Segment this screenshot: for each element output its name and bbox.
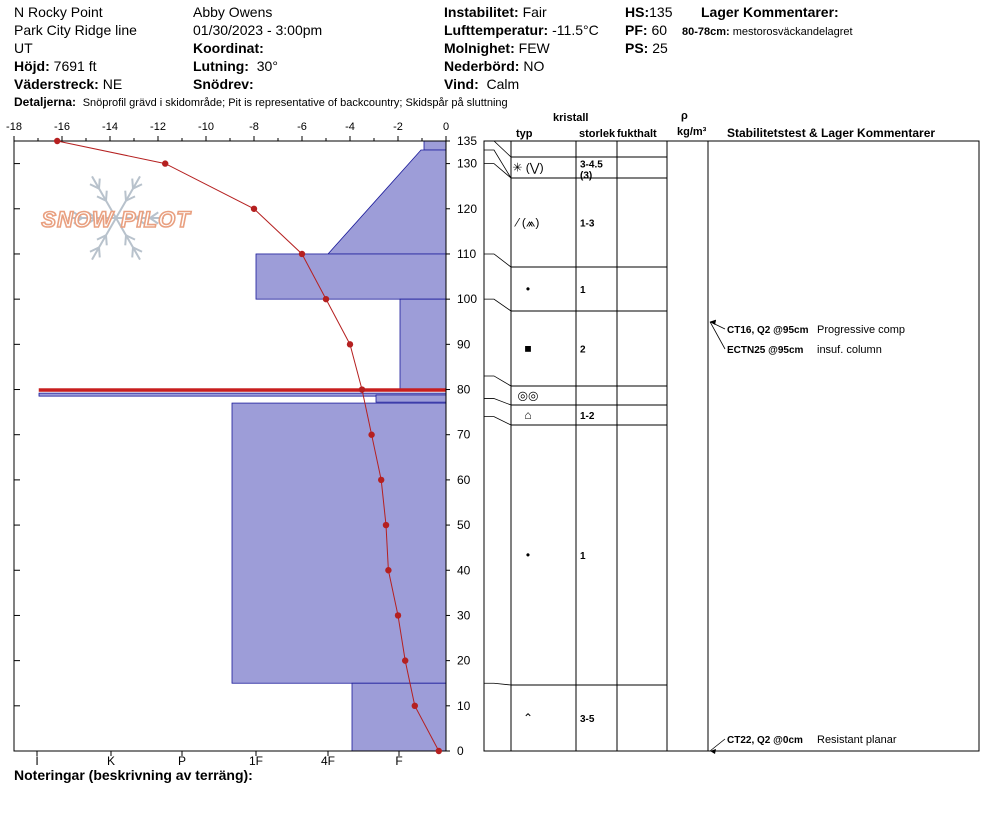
height-tick-label: 20: [457, 653, 471, 668]
layer-grain-size: 1-2: [580, 411, 595, 422]
height-tick-label: 10: [457, 698, 471, 713]
hs-value: 135: [649, 4, 673, 20]
hardness-tick-label: 4F: [320, 754, 336, 768]
temp-tick-label: -8: [249, 121, 259, 133]
temp-point: [347, 341, 353, 347]
height-tick-label: 80: [457, 382, 471, 397]
observer: Abby Owens: [193, 4, 273, 20]
layer-grain-type: ⌃: [522, 711, 534, 725]
layer-grain-type: ◎◎: [517, 388, 539, 403]
hardness-layer-bar: [232, 403, 446, 683]
layer-grain-type: •: [525, 548, 531, 562]
layer-comment-text: mestorosväckandelagret: [732, 26, 853, 38]
stability-test-comment: Progressive comp: [817, 324, 906, 336]
snowflake-branch: [132, 247, 133, 257]
snowflake-branch: [125, 191, 126, 201]
aspect-value: NE: [102, 76, 123, 92]
moisture-header: fukthalt: [617, 128, 657, 140]
layer-connector: [484, 254, 511, 267]
temp-tick-label: -16: [54, 121, 70, 133]
density-unit-header: kg/m³: [677, 126, 707, 138]
layer-connector: [484, 141, 511, 157]
layer-grain-type: ⁄ (⩕): [516, 215, 540, 230]
slope-value: 30°: [256, 58, 278, 74]
air-temp-label: Lufttemperatur:: [444, 22, 549, 38]
layer-connector: [484, 399, 511, 405]
temp-point: [251, 206, 257, 212]
layer-grain-size: 1: [580, 551, 586, 562]
layer-grain-type: •: [525, 282, 531, 296]
layer-grain-size: 3-4.5: [580, 159, 603, 171]
height-tick-label: 0: [457, 744, 464, 758]
details-label: Detaljerna:: [14, 95, 77, 109]
sky-label: Molnighet:: [444, 40, 515, 56]
pf-value: 60: [651, 22, 668, 38]
height-tick-label: 40: [457, 563, 471, 578]
stability-test-comment: Resistant planar: [817, 734, 897, 746]
height-tick-label: 135: [457, 134, 478, 148]
location: N Rocky Point: [14, 4, 103, 20]
height-tick-label: 100: [457, 292, 478, 307]
air-temp-value: -11.5°C: [552, 22, 599, 38]
layer-grain-type: ⌂: [524, 408, 532, 422]
height-tick-label: 30: [457, 608, 471, 623]
layer-table-frame: [484, 141, 979, 751]
height-tick-label: 60: [457, 472, 471, 487]
temp-point: [402, 657, 408, 663]
height-tick-label: 120: [457, 201, 478, 216]
snowflake-branch: [99, 179, 100, 189]
hardness-layer-bar: [376, 395, 446, 402]
height-tick-label: 90: [457, 337, 471, 352]
stability-test-comment: insuf. column: [817, 344, 882, 356]
hs-label: HS:: [625, 4, 650, 20]
temp-tick-label: 0: [442, 121, 450, 133]
stability-test-arrow: [710, 322, 725, 349]
sky-value: FEW: [518, 40, 550, 56]
rho-header: ρ: [681, 110, 688, 122]
coord-label: Koordinat:: [193, 40, 264, 56]
hardness-layer-bar: [424, 141, 446, 150]
temp-point: [359, 386, 365, 392]
aspect-label: Väderstreck:: [14, 76, 99, 92]
height-tick-label: 110: [457, 246, 477, 261]
range-name: Park City Ridge line: [14, 22, 137, 38]
instability-label: Instabilitet:: [444, 4, 519, 20]
elevation-label: Höjd:: [14, 58, 50, 74]
temp-point: [299, 251, 305, 257]
layer-grain-type: ✳ (⋁): [512, 160, 544, 175]
critical-layer-bar: [39, 389, 446, 392]
wind-value: Calm: [486, 76, 520, 92]
hardness-tick-label: K: [106, 754, 116, 768]
wind-label: Vind:: [444, 76, 479, 92]
layer-grain-size: 1: [580, 285, 586, 296]
hardness-tick-label: F: [395, 754, 403, 768]
temp-point: [323, 296, 329, 302]
datetime: 01/30/2023 - 3:00pm: [193, 22, 323, 38]
temp-tick-label: -10: [198, 121, 214, 133]
temp-point: [385, 567, 391, 573]
temp-point: [368, 432, 374, 438]
hardness-layer-bar: [256, 254, 446, 299]
stability-test-arrowhead: [710, 749, 716, 754]
wind-loading-label: Snödrev:: [193, 76, 254, 92]
temp-tick-label: -6: [297, 121, 307, 133]
size-header: storlek: [579, 128, 616, 140]
temp-tick-label: -2: [393, 121, 403, 133]
hardness-tick-label: I: [35, 754, 39, 768]
instability-value: Fair: [522, 4, 547, 20]
type-header: typ: [516, 128, 533, 140]
layer-grain-size: 1-3: [580, 218, 595, 230]
snowflake-branch: [106, 191, 107, 201]
height-tick-label: 70: [457, 427, 471, 442]
ps-label: PS:: [625, 40, 649, 56]
temp-point: [395, 612, 401, 618]
height-tick-label: 130: [457, 156, 478, 171]
temp-point: [383, 522, 389, 528]
layer-comment-range: 80-78cm:: [682, 26, 730, 38]
layer-connector: [484, 683, 511, 685]
slope-label: Lutning:: [193, 58, 249, 74]
temp-point: [378, 477, 384, 483]
stability-test-code: CT16, Q2 @95cm: [727, 325, 809, 336]
temp-point: [412, 703, 418, 709]
stability-test-code: ECTN25 @95cm: [727, 345, 804, 356]
layer-connector: [484, 299, 511, 311]
temp-tick-label: -14: [102, 121, 118, 133]
hardness-tick-label: 1F: [248, 754, 264, 768]
hardness-layer-bar: [352, 683, 446, 751]
state: UT: [14, 40, 33, 56]
elevation-value: 7691 ft: [53, 58, 97, 74]
precip-label: Nederbörd:: [444, 58, 520, 74]
layer-connector: [484, 150, 511, 178]
footer-notes-label: Noteringar (beskrivning av terräng):: [14, 767, 253, 783]
layer-grain-size-note: (3): [580, 170, 593, 182]
temp-tick-label: -18: [6, 121, 22, 133]
snowflake-branch: [99, 247, 100, 257]
temp-point: [436, 748, 442, 754]
details-text: Snöprofil grävd i skidområde; Pit is representative of backcountry; Skidspår på sluttning: [82, 97, 508, 109]
layer-connector: [484, 376, 511, 386]
layer-grain-type: ■: [524, 341, 532, 356]
snowpilot-logo: SNOW PILOT: [41, 207, 191, 232]
ps-value: 25: [652, 40, 668, 56]
hardness-layer-bar: [400, 299, 446, 389]
snowflake-branch: [132, 179, 133, 189]
layer-comments-label: Lager Kommentarer:: [701, 4, 839, 20]
layer-connector: [484, 417, 511, 425]
crystal-header: kristall: [553, 112, 589, 124]
temp-point: [162, 160, 168, 166]
hardness-layer-bar: [328, 150, 446, 254]
layer-grain-size: 2: [580, 344, 586, 356]
stability-test-code: CT22, Q2 @0cm: [727, 735, 803, 746]
precip-value: NO: [523, 58, 545, 74]
temp-tick-label: -12: [150, 121, 166, 133]
layer-grain-size: 3-5: [580, 714, 595, 725]
stability-test-arrow: [710, 739, 725, 751]
stability-header: Stabilitetstest & Lager Kommentarer: [727, 126, 936, 140]
hardness-tick-label: P: [177, 754, 187, 768]
pf-label: PF:: [625, 22, 648, 38]
snowflake-branch: [125, 235, 126, 245]
temp-point: [54, 138, 60, 144]
temp-tick-label: -4: [345, 121, 355, 133]
height-tick-label: 50: [457, 518, 471, 533]
snowflake-branch: [106, 235, 107, 245]
